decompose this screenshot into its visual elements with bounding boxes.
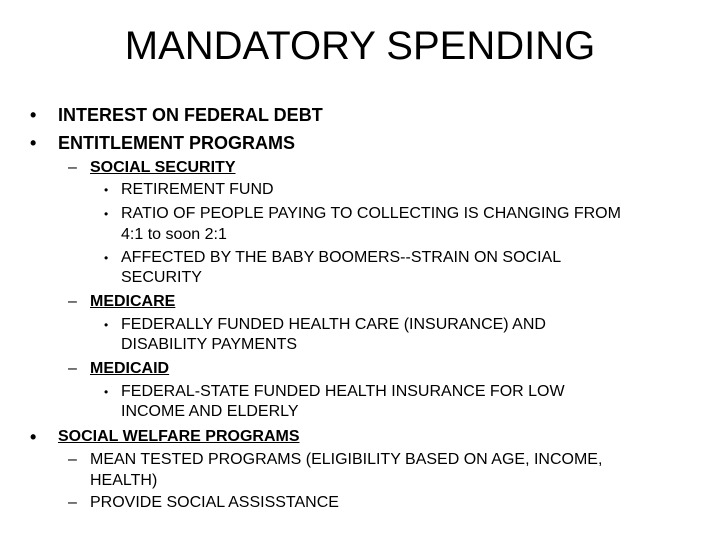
slide-title: MANDATORY SPENDING (124, 24, 596, 68)
item-entitlement: ENTITLEMENT PROGRAMS (58, 133, 295, 153)
item-retirement-fund: RETIREMENT FUND (121, 181, 274, 198)
item-medicaid-desc-line1: FEDERAL-STATE FUNDED HEALTH INSURANCE FOR LOW (121, 383, 565, 400)
bullet-small-dot: • (104, 207, 109, 221)
bullet-dash: – (68, 159, 77, 176)
bullet-small-dot: • (104, 183, 109, 197)
item-ratio-line2: 4:1 to soon 2:1 (121, 226, 227, 243)
item-medicare-desc-line1: FEDERALLY FUNDED HEALTH CARE (INSURANCE) AND (121, 316, 546, 333)
item-medicare-desc-line2: DISABILITY PAYMENTS (121, 336, 298, 353)
item-boomers-line2: SECURITY (121, 269, 202, 286)
bullet-dash: – (68, 494, 77, 511)
bullet-small-dot: • (104, 385, 109, 399)
item-social-welfare: SOCIAL WELFARE PROGRAMS (58, 428, 300, 445)
item-medicaid-desc-line2: INCOME AND ELDERLY (121, 403, 299, 420)
bullet-dash: – (68, 360, 77, 377)
bullet-small-dot: • (104, 318, 109, 332)
bullet-dot: • (30, 427, 37, 447)
bullet-small-dot: • (104, 251, 109, 265)
item-means-tested-line2: HEALTH) (90, 472, 158, 489)
bullet-dot: • (30, 105, 37, 125)
item-boomers-line1: AFFECTED BY THE BABY BOOMERS--STRAIN ON SOCIAL (121, 249, 562, 266)
bullet-dash: – (68, 451, 77, 468)
item-ratio-line1: RATIO OF PEOPLE PAYING TO COLLECTING IS CHANGING FROM (121, 205, 621, 222)
item-medicaid: MEDICAID (90, 360, 170, 377)
bullet-dash: – (68, 293, 77, 310)
item-social-security: SOCIAL SECURITY (90, 159, 236, 176)
item-medicare: MEDICARE (90, 293, 176, 310)
item-provide: PROVIDE SOCIAL ASSISSTANCE (90, 494, 339, 511)
item-means-tested-line1: MEAN TESTED PROGRAMS (ELIGIBILITY BASED ON AGE, INCOME, (90, 451, 603, 468)
bullet-dot: • (30, 133, 37, 153)
item-interest: INTEREST ON FEDERAL DEBT (58, 105, 323, 125)
